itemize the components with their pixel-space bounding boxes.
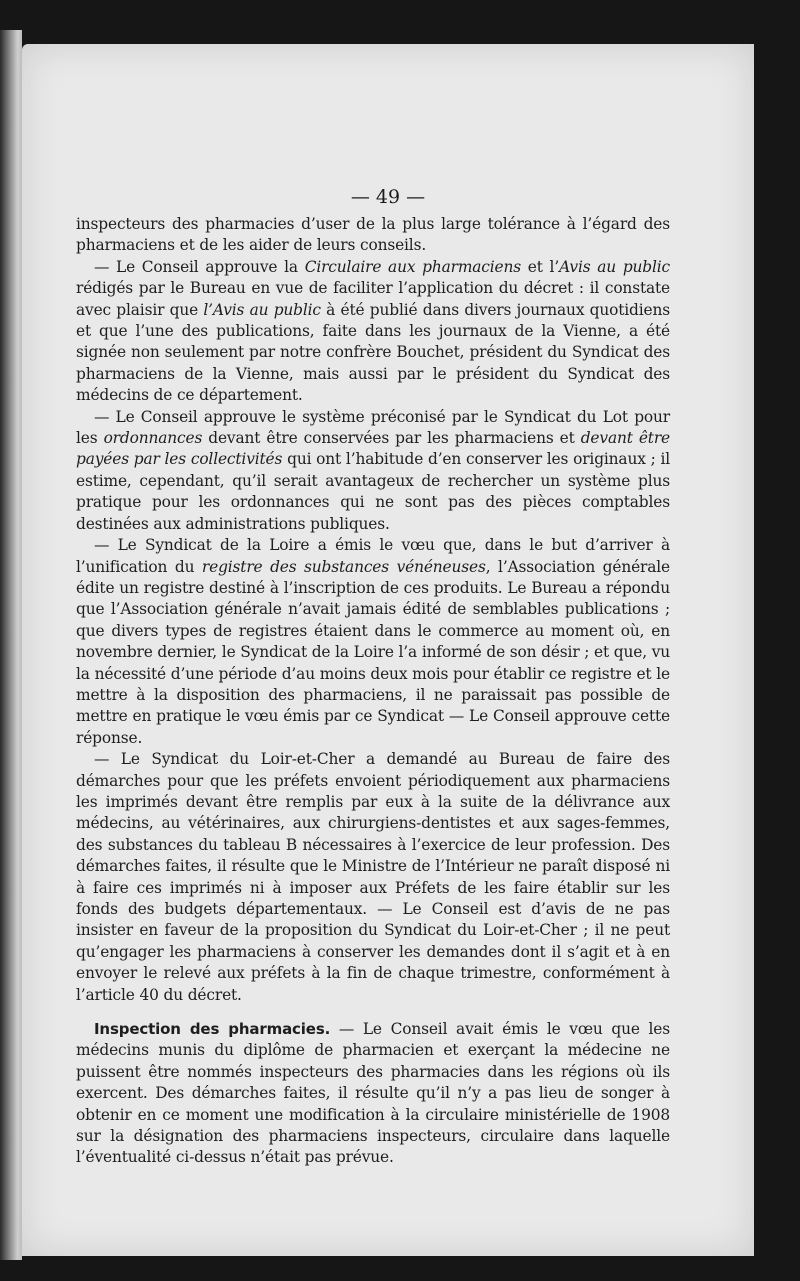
paragraph-6-body: — Le Conseil avait émis le vœu que les médecins munis du diplôme de pharmacien et exerçant la médecine ne puissent être nommés inspecteurs des pharmacies dans les régions où ils exercent. Des démarches faites, il résulte qu’il n’y a pas lieu de songer à obtenir en ce moment une modification à la circulaire ministérielle de 1908 sur la désignation des pharmaciens inspecteurs, circulaire dans laquelle l’éventualité ci-dessus n’était pas prévue. [76,1020,670,1167]
paragraph-2 [76,257,670,407]
page-body [76,214,670,1169]
paragraph-6 [76,1019,670,1169]
paragraph-4-text-a: — Le Syndicat de la Loire a émis le vœu que, dans le but d’arriver à l’unification du [76,536,670,576]
paragraph-4 [76,535,670,749]
paragraph-3 [76,407,670,535]
book-page [22,44,754,1256]
paragraph-2-text-e: rédigés par le Bureau en vue de faciliter l’application du décret : il constate avec plaisir que [76,279,670,319]
paragraph-4-text-c: , l’Association générale édite un registre destiné à l’inscription de ces produits. Le Bureau a répondu que l’Association générale n’avait jamais édité de semblables publications ; que divers types de registres étaient dans le commerce au moment où, en novembre dernier, le Syndicat de la Loire l’a informé de son désir ; et que, vu la nécessité d’une période d’au moins deux mois pour établir ce registre et le mettre à la disposition des pharmaciens, il ne paraissait pas possible de mettre en pratique le vœu émis par ce Syndicat — Le Conseil approuve cette réponse. [76,557,671,747]
avis-title-2: l’Avis au public [203,300,321,319]
circulaire-title: Circulaire aux pharmaciens [304,257,522,276]
paragraph-3-text-e: qui ont l’habitude d’en conserver les originaux ; il estime, cependant, qu’il serait avantageux de rechercher un système plus pratique pour les ordonnances qui ne sont pas des pièces comptables destinées aux administrations publiques. [76,450,670,533]
section-heading: Inspection des pharmacies. [94,1020,331,1039]
paragraph-3-text-c: devant être conservées par les pharmaciens et [202,429,581,448]
avis-title: Avis au public [559,257,670,276]
paragraph-2-text-g: à été publié dans divers journaux quotidiens et que l’une des publications, faite dans les journaux de la Vienne, a été signée non seulement par notre confrère Bouchet, président du Syndicat des pharmaciens de la Vienne, mais aussi par le président du Syndicat des médecins de ce département. [76,300,670,405]
ordonnances-emphasis: ordonnances [103,429,203,448]
paragraph-5: — Le Syndicat du Loir-et-Cher a demandé au Bureau de faire des démarches pour que les préfets envoient périodiquement aux pharmaciens les imprimés devant être remplis par eux à la suite de la délivrance aux médecins, au vétérinaires, aux chirurgiens-dentistes et aux sages-femmes, des substances du tableau B nécessaires à l’exercice de leur profession. Des démarches faites, il résulte que le Ministre de l’Intérieur ne paraît disposé ni à faire ces imprimés ni à imposer aux Préfets de les faire établir sur les fonds des budgets départementaux. — Le Conseil est d’avis de ne pas insister en faveur de la proposition du Syndicat du Loir-et-Cher ; il ne peut qu’engager les pharmaciens à conserver les demandes dont il s’agit et à en envoyer le relevé aux préfets à la fin de chaque trimestre, conformément à l’article 40 du décret. [76,750,670,1004]
page-number: — 49 — [350,186,426,208]
paragraph-2-text-c: et l’ [521,257,560,276]
collectivites-emphasis: devant être payées par les collectivités [76,429,670,469]
registre-emphasis: registre des substances vénéneuses [201,557,486,576]
paragraph-2-text-a: — Le Conseil approuve la [94,257,305,276]
paragraph-1: inspecteurs des pharmacies d’user de la plus large tolérance à l’égard des pharmaciens et de les aider de leurs conseils. [76,215,670,255]
book-binding [0,30,22,1260]
paragraph-3-text-a: — Le Conseil approuve le système préconisé par le Syndicat du Lot pour les [76,407,670,448]
